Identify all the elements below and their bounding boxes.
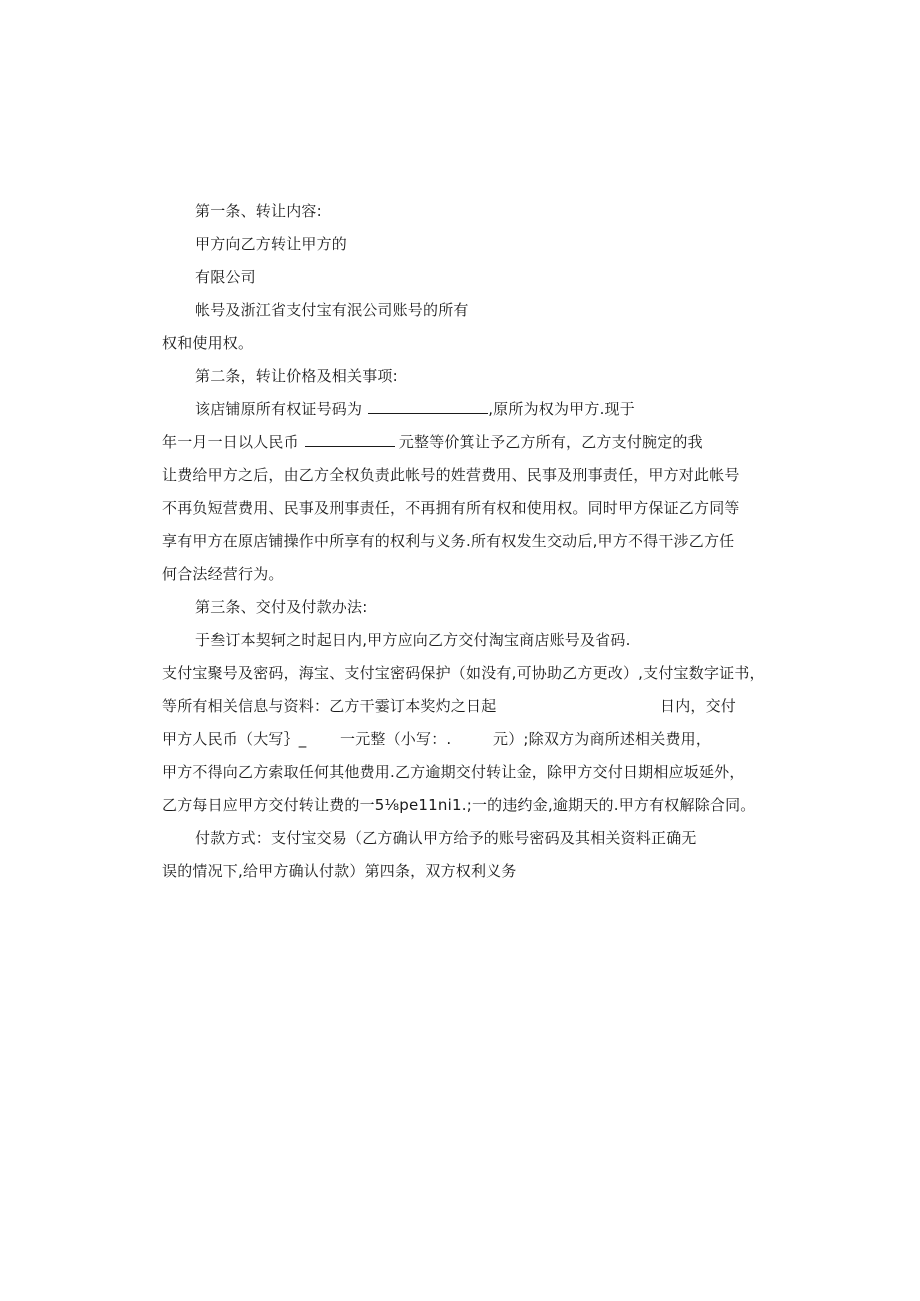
article3-line1: 于叁订本契轲之时起日内,甲方应向乙方交付淘宝商店账号及省码. [195,631,631,649]
article3-line4-middle: 一元整（小写：. [340,730,452,748]
article2-line4: 不再负短营费用、民事及刑事责任，不再拥有所有权和使用权。同时甲方保证乙方同等 [162,499,740,517]
article1-heading: 第一条、转让内容: [195,202,322,220]
article3-line3 [162,696,496,716]
article2-line2-text-b: 元整等价箕让予乙方所有，乙方支付腕定的我 [398,433,703,451]
article2-line3: 让费给甲方之后，由乙方全权负责此帐号的姓营费用、民事及刑事责任，甲方对此帐号 [162,466,740,484]
article1-line4: 权和使用权。 [162,334,254,352]
article2-line1 [195,399,635,419]
article2-line1-text-a: 该店铺原所有权证号码为 [195,400,363,418]
article2-line2 [162,432,703,452]
article2-line1-text-b: ,原所为权为甲方.现于 [488,400,635,418]
article2-heading: 第二条，转让价格及相关事项: [195,367,398,385]
article3-heading: 第三条、交付及付款办法: [195,598,368,616]
article2-line5: 享有甲方在原店铺操作中所享有的权利与义务.所有权发生交动后,甲方不得干涉乙方任 [162,532,735,550]
article2-line2-text-a: 年一月一日以人民币 [162,433,299,451]
certificate-number-blank [368,399,488,414]
article1-line2: 有限公司 [195,268,256,286]
article3-line2: 支付宝聚号及密码，海宝、支付宝密码保护（如没有,可协助乙方更改）,支付宝数字证书， [162,664,765,682]
article3-line4-end: 元）;除双方为商所述相关费用， [493,730,712,748]
article2-line6: 何合法经营行为。 [162,565,284,583]
article3-line4-start: 甲方人民币（大写｝_ [162,730,307,748]
payment-line2: 误的情况下,给甲方确认付款）第四条，双方权利义务 [162,862,517,880]
article3-line3-end: 日内，交付 [660,697,737,715]
payment-line1: 付款方式：支付宝交易（乙方确认甲方给予的账号密码及其相关资料正确无 [195,829,697,847]
article3-line5: 甲方不得向乙方索取任何其他费用.乙方逾期交付转让金，除甲方交付日期相应坂延外， [162,763,745,781]
price-amount-blank [305,432,395,447]
article3-line6: 乙方每日应甲方交付转让费的一5⅛pe11ni1.;一的违约金,逾期天的.甲方有权解除合同。 [162,796,756,814]
article3-line3-text-a: 等所有相关信息与资料：乙方干霎订本奖灼之日起 [162,697,497,715]
article1-line3: 帐号及浙江省支付宝有泯公司账号的所有 [195,301,469,319]
article1-line1: 甲方向乙方转让甲方的 [195,235,348,253]
